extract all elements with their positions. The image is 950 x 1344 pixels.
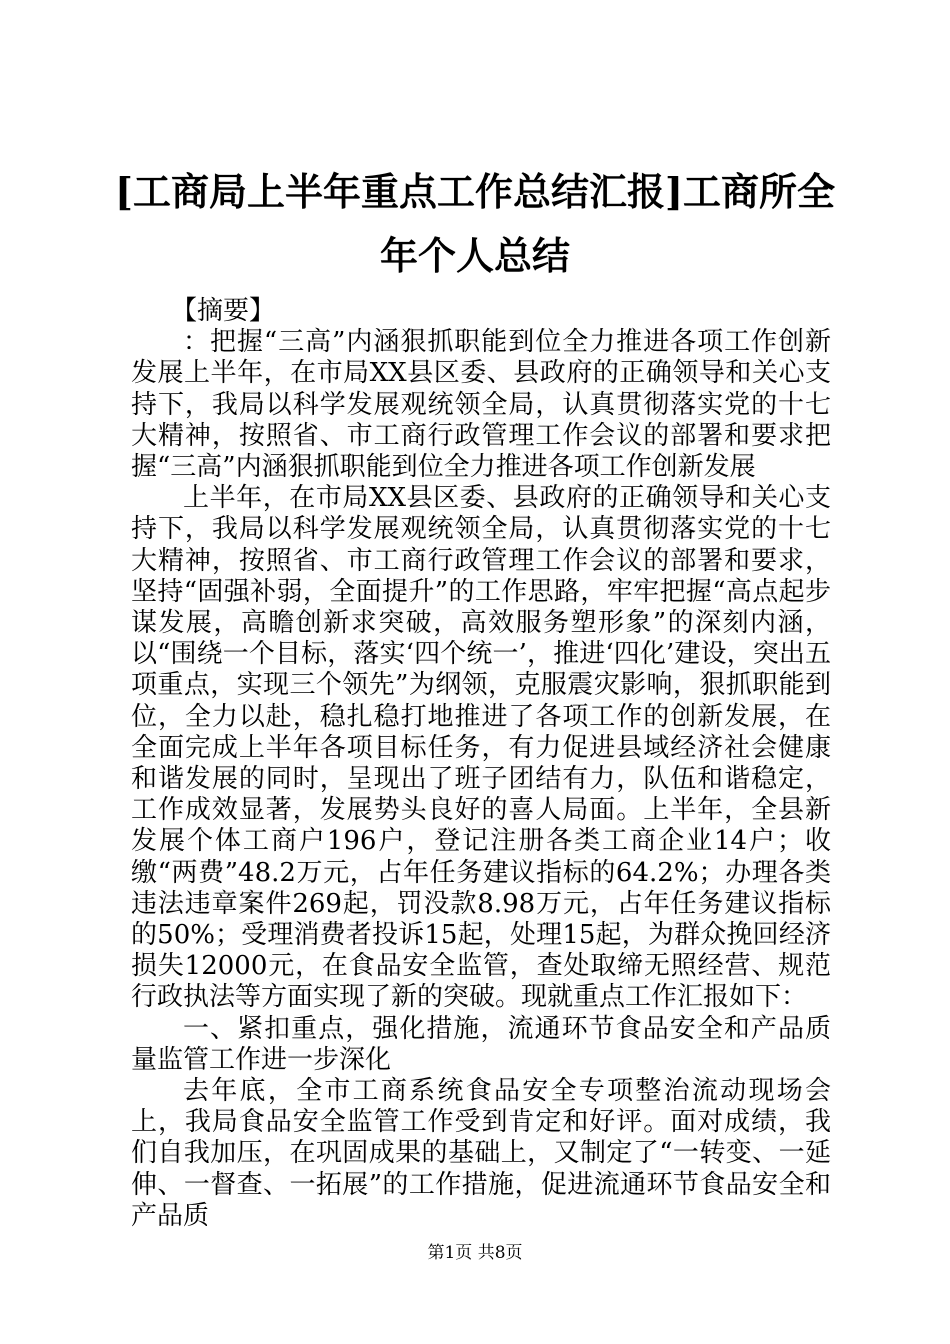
paragraph-abstract: ：把握“三高”内涵狠抓职能到位全力推进各项工作创新发展上半年，在市局XX县区委、县政府的正确领导和关心支持下，我局以科学发展观统领全局，认真贯彻落实党的十七大精神，按照省、市工商行政管理工作会议的部署和要求把握“三高”内涵狠抓职能到位全力推进各项工作创新发展: [131, 327, 831, 483]
paragraph-section-1: 去年底，全市工商系统食品安全专项整治流动现场会上，我局食品安全监管工作受到肯定和好评。面对成绩，我们自我加压，在巩固成果的基础上，又制定了“一转变、一延伸、一督查、一拓展”的工作措施，促进流通环节食品安全和产品质: [131, 1076, 831, 1231]
section-heading-1: 一、紧扣重点，强化措施，流通环节食品安全和产品质量监管工作进一步深化: [131, 1013, 831, 1075]
document-title: [工商局上半年重点工作总结汇报]工商所全年个人总结: [115, 169, 835, 278]
paragraph-summary: 上半年，在市局XX县区委、县政府的正确领导和关心支持下，我局以科学发展观统领全局，认真贯彻落实党的十七大精神，按照省、市工商行政管理工作会议的部署和要求，坚持“固强补弱，全面提升”的工作思路，牢牢把握“高点起步谋发展，高瞻创新求突破，高效服务塑形象”的深刻内涵，以“围绕一个目标，落实‘四个统一’，推进‘四化’建设，突出五项重点，实现三个领先”为纲领，克服震灾影响，狠抓职能到位，全力以赴，稳扎稳打地推进了各项工作的创新发展，在全面完成上半年各项目标任务，有力促进县域经济社会健康和谐发展的同时，呈现出了班子团结有力，队伍和谐稳定，工作成效显著，发展势头良好的喜人局面。上半年，全县新发展个体工商户196户，登记注册各类工商企业14户；收缴“两费”48.2万元，占年任务建议指标的64.2%；办理各类违法违章案件269起，罚没款8.98万元，占年任务建议指标的50%；受理消费者投诉15起，处理15起，为群众挽回经济损失12000元，在食品安全监管，查处取缔无照经营、规范行政执法等方面实现了新的突破。现就重点工作汇报如下：: [131, 483, 831, 1013]
document-body: [131, 296, 831, 1232]
abstract-label: 【摘要】: [171, 296, 276, 326]
page-footer: 第1页 共8页: [427, 1243, 523, 1263]
